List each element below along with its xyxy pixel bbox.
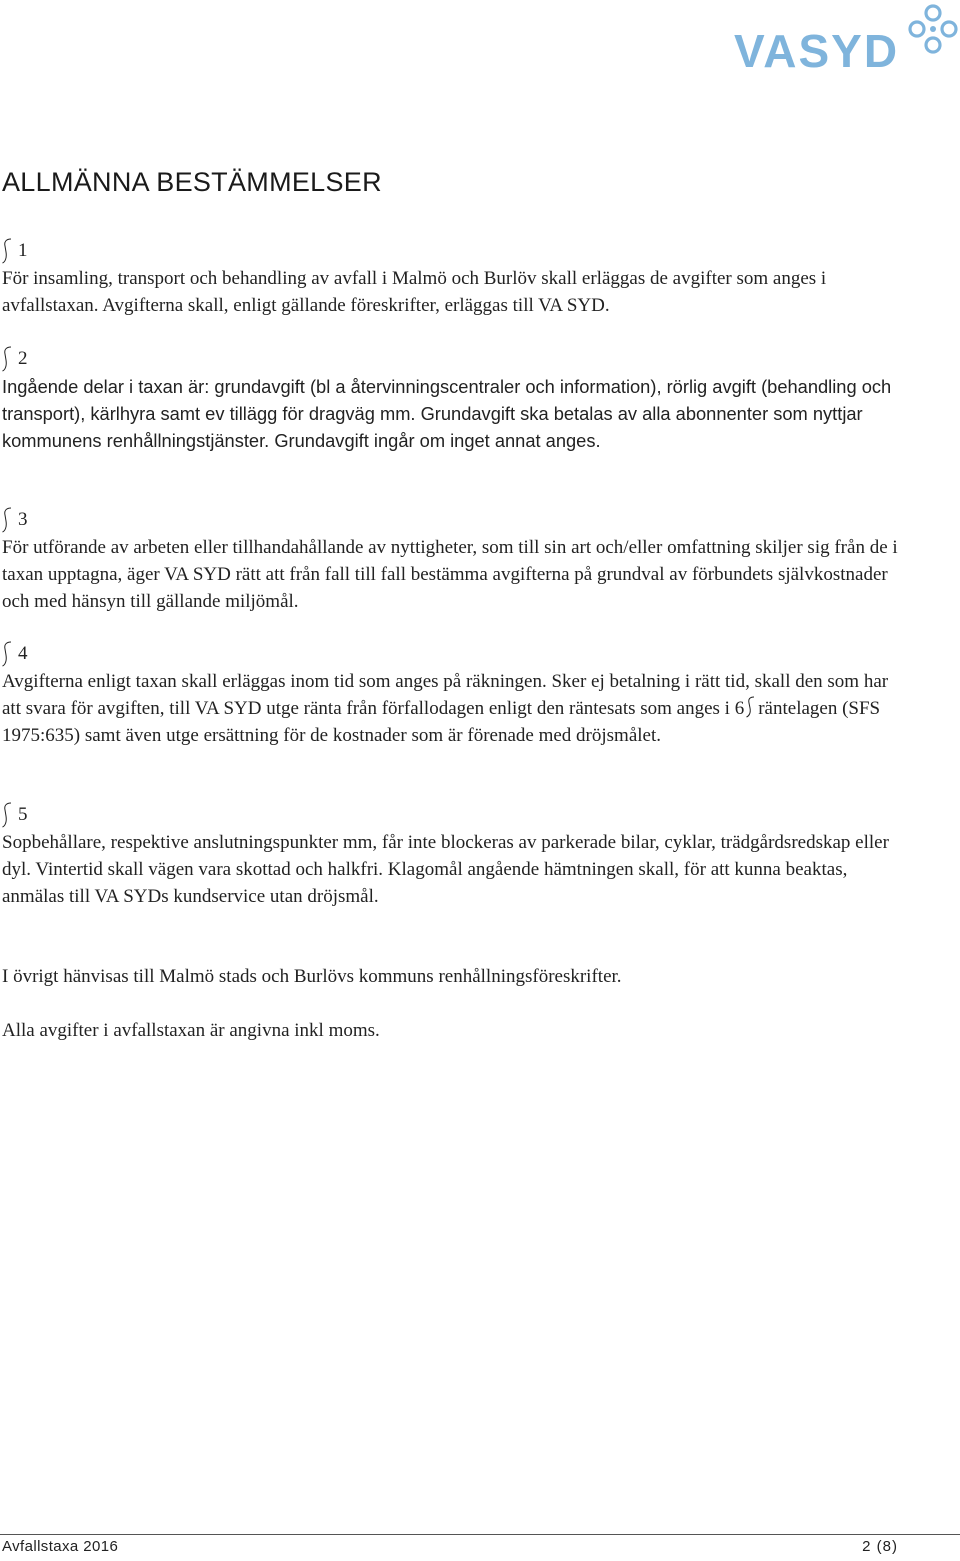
section-number: 2 <box>18 348 28 369</box>
section-number: 3 <box>18 509 28 530</box>
paragraph-sign-icon <box>2 346 14 372</box>
paragraph-sign-icon <box>2 238 14 264</box>
section-2 <box>2 346 902 454</box>
paragraph-sign-icon <box>2 641 14 667</box>
footer-page-number: 2 (8) <box>862 1538 898 1555</box>
section-1 <box>2 238 902 320</box>
paragraph-sign-icon <box>2 507 14 533</box>
section-5 <box>2 802 902 910</box>
section-heading <box>2 507 902 535</box>
closing-statement: Alla avgifter i avfallstaxan är angivna inkl moms. <box>2 1020 380 1041</box>
section-heading <box>2 802 902 830</box>
logo-wordmark: VASYD <box>734 25 900 77</box>
section-heading <box>2 238 902 266</box>
section-text: För utförande av arbeten eller tillhandahållande av nyttigheter, som till sin art och/eller omfattning skiljer sig från de i taxan upptagna, äger VA SYD rätt att från fall till fall bestämma avgifterna på grundval av förbundets självkostnader och med hänsyn till gällande miljömål. <box>2 537 898 612</box>
section-number: 5 <box>18 804 28 825</box>
section-heading <box>2 346 902 374</box>
paragraph-sign-icon <box>2 802 14 828</box>
section-3 <box>2 507 902 615</box>
section-text <box>2 669 902 749</box>
vasyd-logo-icon <box>906 2 960 56</box>
page-title: ALLMÄNNA BESTÄMMELSER <box>2 167 382 197</box>
section-heading <box>2 641 902 669</box>
section-text-part: räntelagen (SFS 1975:635) samt även utge ersättning för de kostnader som är förenade med dröjsmålet. <box>2 697 881 746</box>
section-text: Ingående delar i taxan är: grundavgift (bl a återvinningscentraler och information), rörlig avgift (behandling och transport), kärlhyra samt ev tillägg för dragväg mm. Grundavgift ska betalas av alla abonnenter som nyttjar kommunens renhållningstjänster. Grundavgift ingår om inget annat anges. <box>2 376 892 451</box>
page-footer <box>0 1534 960 1561</box>
footer-document-name: Avfallstaxa 2016 <box>2 1538 119 1555</box>
section-text-part: Avgifterna enligt taxan skall erläggas inom tid som anges på räkningen. Sker ej betalning i rätt tid, skall den som har att svara för avgiften, till VA SYD utge ränta från förfallodagen enligt den räntesats som anges i 6 <box>2 671 889 719</box>
vasyd-logo <box>728 0 960 82</box>
section-text: För insamling, transport och behandling av avfall i Malmö och Burlöv skall erläggas de avgifter som anges i avfallstaxan. Avgifterna skall, enligt gällande föreskrifter, erläggas till VA SYD. <box>2 268 827 316</box>
closing-statement: I övrigt hänvisas till Malmö stads och Burlövs kommuns renhållningsföreskrifter. <box>2 966 622 987</box>
section-number: 4 <box>18 643 28 664</box>
section-number: 1 <box>18 240 28 261</box>
section-4 <box>2 641 902 749</box>
paragraph-sign-icon <box>746 696 756 718</box>
section-text: Sopbehållare, respektive anslutningspunkter mm, får inte blockeras av parkerade bilar, cyklar, trädgårdsredskap eller dyl. Vintertid skall vägen vara skottad och halkfri. Klagomål angående hämtningen skall, för att kunna beaktas, anmälas till VA SYDs kundservice utan dröjsmål. <box>2 832 889 907</box>
